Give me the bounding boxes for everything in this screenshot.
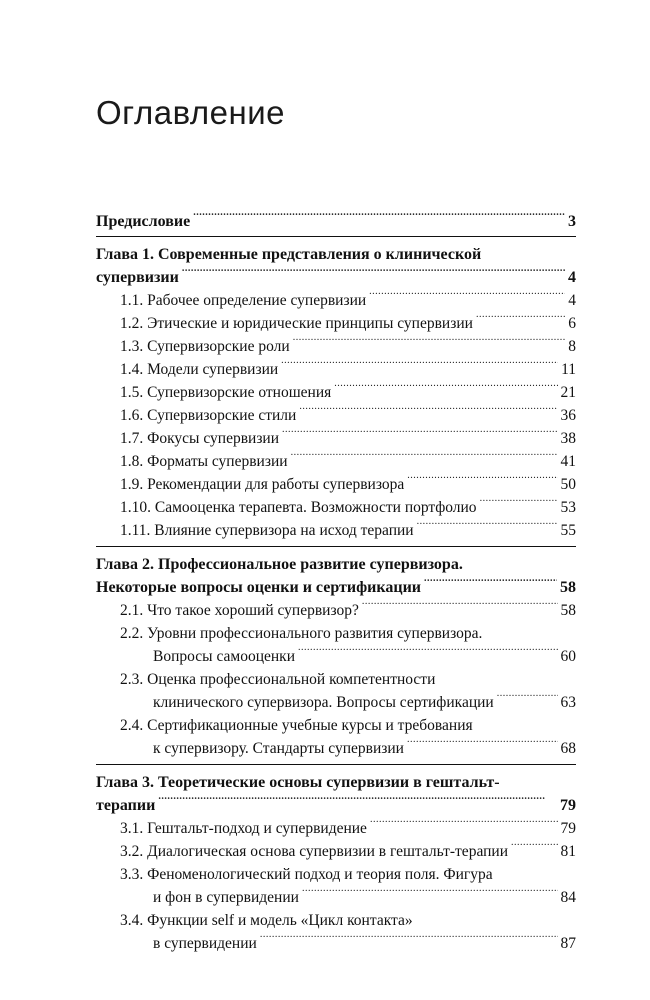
dot-leader bbox=[158, 794, 557, 810]
toc-item[interactable] bbox=[96, 668, 576, 714]
dot-leader bbox=[417, 520, 558, 536]
toc-item[interactable] bbox=[96, 599, 576, 622]
toc-item-label: 3.3. Феноменологический подход и теория поля. Фигура bbox=[120, 866, 493, 883]
dot-leader bbox=[497, 692, 558, 708]
page-title: Оглавление bbox=[96, 94, 285, 131]
toc-page-number: 63 bbox=[560, 694, 576, 711]
dot-leader bbox=[293, 336, 566, 352]
table-of-contents bbox=[96, 210, 576, 959]
toc-preface-label: Предисловие bbox=[96, 213, 191, 230]
toc-chapter-2 bbox=[96, 553, 576, 760]
dot-leader bbox=[362, 600, 558, 616]
dot-leader bbox=[511, 841, 558, 857]
toc-page-number: 36 bbox=[560, 407, 576, 424]
toc-item[interactable] bbox=[96, 289, 576, 312]
toc-page-number: 79 bbox=[560, 797, 576, 814]
toc-item-label: и фон в супервидении bbox=[153, 889, 299, 906]
dot-leader bbox=[370, 818, 558, 834]
dot-leader bbox=[424, 576, 557, 592]
toc-page-number: 58 bbox=[560, 602, 576, 619]
toc-page-number: 3 bbox=[568, 213, 576, 230]
chapter-title-line: Глава 1. Современные представления о клинической bbox=[96, 246, 482, 263]
toc-preface[interactable] bbox=[96, 210, 576, 233]
toc-item[interactable] bbox=[96, 427, 576, 450]
toc-item-label: в супервидении bbox=[153, 935, 257, 952]
dot-leader bbox=[182, 266, 565, 282]
toc-item-label: 1.3. Супервизорские роли bbox=[120, 338, 290, 355]
chapter-title-line: Глава 3. Теоретические основы супервизии в гештальт- bbox=[96, 774, 500, 791]
toc-item-label: 1.6. Супервизорские стили bbox=[120, 407, 297, 424]
toc-item-label: 1.4. Модели супервизии bbox=[120, 361, 279, 378]
divider bbox=[96, 764, 576, 765]
toc-page-number: 41 bbox=[560, 453, 576, 470]
chapter-title-line: супервизии bbox=[96, 269, 179, 286]
toc-item-label: 1.11. Влияние супервизора на исход терапии bbox=[120, 522, 414, 539]
chapter-title-line: Некоторые вопросы оценки и сертификации bbox=[96, 579, 422, 596]
toc-item-label: к супервизору. Стандарты супервизии bbox=[153, 740, 404, 757]
toc-item[interactable] bbox=[96, 519, 576, 542]
toc-item[interactable] bbox=[96, 473, 576, 496]
toc-page-number: 79 bbox=[560, 820, 576, 837]
toc-page-number: 50 bbox=[560, 476, 576, 493]
toc-page-number: 84 bbox=[560, 889, 576, 906]
toc-item[interactable] bbox=[96, 381, 576, 404]
dot-leader bbox=[476, 313, 565, 329]
toc-item-label: 1.2. Этические и юридические принципы супервизии bbox=[120, 315, 473, 332]
divider bbox=[96, 546, 576, 547]
toc-item-label: 2.2. Уровни профессионального развития супервизора. bbox=[120, 625, 483, 642]
toc-page-number: 53 bbox=[560, 499, 576, 516]
toc-item-label: 2.1. Что такое хороший супервизор? bbox=[120, 602, 359, 619]
toc-chapter-3 bbox=[96, 771, 576, 955]
toc-item[interactable] bbox=[96, 312, 576, 335]
dot-leader bbox=[407, 474, 557, 490]
toc-page-number: 8 bbox=[568, 338, 576, 355]
dot-leader bbox=[302, 887, 558, 903]
toc-page-number: 81 bbox=[560, 843, 576, 860]
toc-chapter-heading[interactable] bbox=[96, 243, 576, 289]
toc-chapter-1 bbox=[96, 243, 576, 542]
dot-leader bbox=[407, 738, 558, 754]
toc-page-number: 60 bbox=[560, 648, 576, 665]
dot-leader bbox=[334, 382, 557, 398]
toc-item-label: 1.7. Фокусы супервизии bbox=[120, 430, 280, 447]
toc-item[interactable] bbox=[96, 909, 576, 955]
toc-chapter-heading[interactable] bbox=[96, 553, 576, 599]
toc-page-number: 55 bbox=[560, 522, 576, 539]
toc-item-label: 1.8. Форматы супервизии bbox=[120, 453, 288, 470]
chapter-title-line: Глава 2. Профессиональное развитие супервизора. bbox=[96, 556, 463, 573]
toc-item-label: 2.3. Оценка профессиональной компетентности bbox=[120, 671, 436, 688]
toc-item[interactable] bbox=[96, 358, 576, 381]
toc-page-number: 58 bbox=[560, 579, 576, 596]
dot-leader bbox=[298, 646, 558, 662]
dot-leader bbox=[281, 359, 558, 375]
dot-leader bbox=[480, 497, 558, 513]
dot-leader bbox=[193, 210, 565, 226]
toc-item[interactable] bbox=[96, 817, 576, 840]
toc-item-label: 3.1. Гештальт-подход и супервидение bbox=[120, 820, 367, 837]
toc-item-label: 1.5. Супервизорские отношения bbox=[120, 384, 332, 401]
toc-chapter-heading[interactable] bbox=[96, 771, 576, 817]
toc-item[interactable] bbox=[96, 404, 576, 427]
dot-leader bbox=[291, 451, 558, 467]
toc-item[interactable] bbox=[96, 863, 576, 909]
toc-item-label: 1.1. Рабочее определение супервизии bbox=[120, 292, 367, 309]
toc-item[interactable] bbox=[96, 335, 576, 358]
dot-leader bbox=[299, 405, 557, 421]
toc-item-label: 1.9. Рекомендации для работы супервизора bbox=[120, 476, 405, 493]
toc-page-number: 38 bbox=[560, 430, 576, 447]
toc-item[interactable] bbox=[96, 622, 576, 668]
toc-page-number: 6 bbox=[568, 315, 576, 332]
toc-item-label: 3.4. Функции self и модель «Цикл контакта» bbox=[120, 912, 413, 929]
chapter-title-line: терапии bbox=[96, 797, 156, 814]
toc-page-number: 11 bbox=[561, 361, 576, 378]
dot-leader bbox=[369, 290, 565, 306]
toc-item-label: 3.2. Диалогическая основа супервизии в гештальт-терапии bbox=[120, 843, 508, 860]
toc-item-label: 2.4. Сертификационные учебные курсы и требования bbox=[120, 717, 473, 734]
toc-page-number: 68 bbox=[560, 740, 576, 757]
toc-page-number: 21 bbox=[560, 384, 576, 401]
toc-item-label: 1.10. Самооценка терапевта. Возможности портфолио bbox=[120, 499, 477, 516]
divider bbox=[96, 236, 576, 237]
toc-page-number: 4 bbox=[568, 292, 576, 309]
toc-item[interactable] bbox=[96, 450, 576, 473]
toc-item-label: клинического супервизора. Вопросы сертификации bbox=[153, 694, 494, 711]
dot-leader bbox=[282, 428, 557, 444]
toc-item[interactable] bbox=[96, 714, 576, 760]
toc-item-label: Вопросы самооценки bbox=[153, 648, 295, 665]
toc-item[interactable] bbox=[96, 496, 576, 519]
dot-leader bbox=[260, 933, 558, 949]
toc-item[interactable] bbox=[96, 840, 576, 863]
toc-page-number: 4 bbox=[568, 269, 576, 286]
toc-page-number: 87 bbox=[560, 935, 576, 952]
